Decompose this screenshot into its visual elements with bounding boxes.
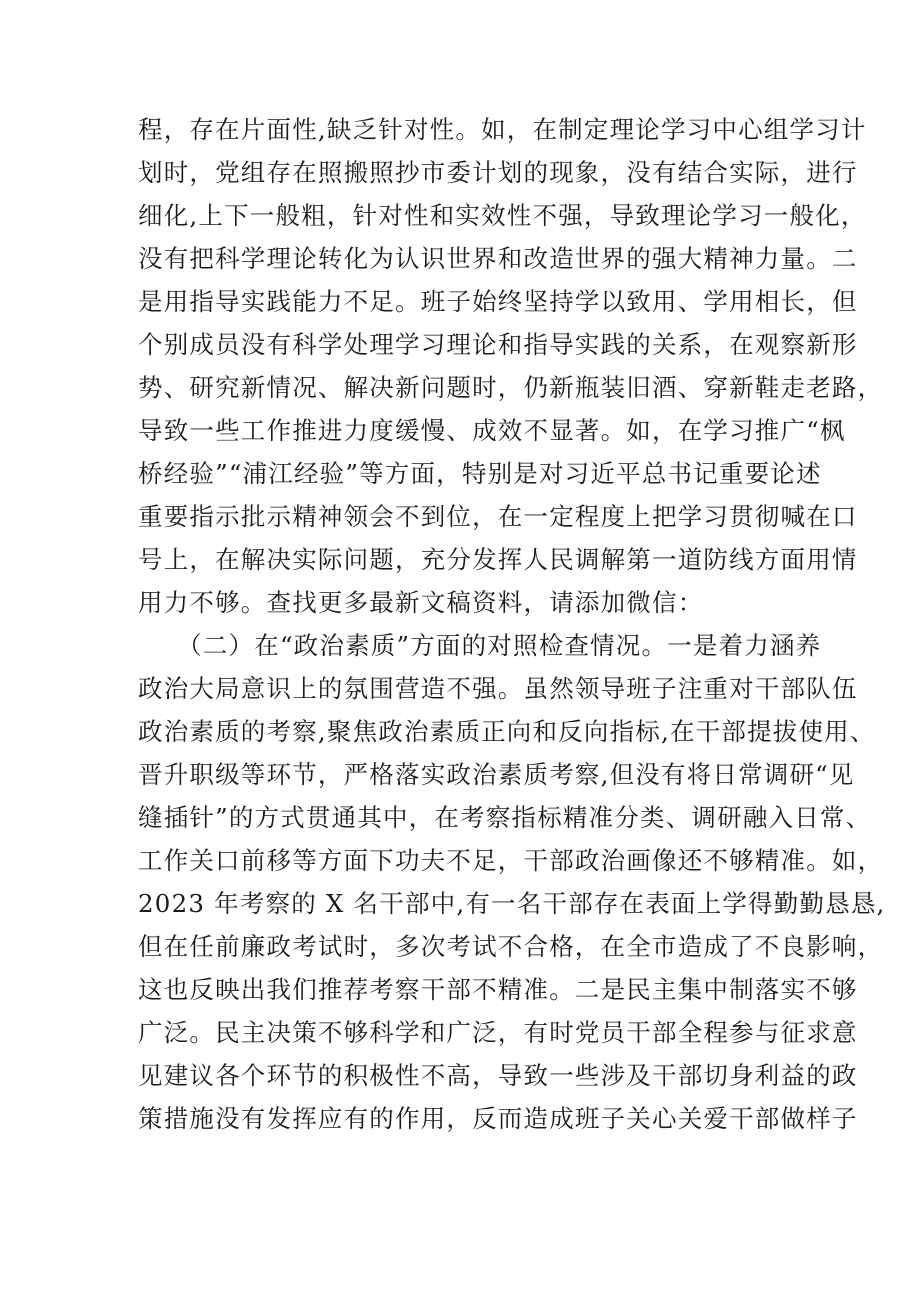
text-line: 策措施没有发挥应有的作用，反而造成班子关心关爱干部做样子 [138, 1104, 858, 1133]
text-line: （二）在“政治素质”方面的对照检查情况。一是着力涵养 [138, 631, 822, 660]
text-line: 划时，党组存在照搬照抄市委计划的现象，没有结合实际，进行 [138, 158, 858, 187]
text-line: 是用指导实践能力不足。班子始终坚持学以致用、学用相长，但 [138, 287, 858, 316]
text-line: 导致一些工作推进力度缓慢、成效不显著。如，在学习推广“枫 [138, 416, 846, 445]
text-line: 号上，在解决实际问题，充分发挥人民调解第一道防线方面用情 [138, 545, 858, 574]
text-line: 程，存在片面性,缺乏针对性。如，在制定理论学习中心组学习计 [138, 115, 867, 144]
text-line: 晋升职级等环节，严格落实政治素质考察,但没有将日常调研“见 [138, 760, 855, 789]
text-line: 2023 年考察的 X 名干部中,有一名干部存在表面上学得勤勤恳恳, [138, 889, 886, 918]
text-line: 这也反映出我们推荐考察干部不精准。二是民主集中制落实不够 [138, 975, 858, 1004]
text-line: 缝插针”的方式贯通其中，在考察指标精准分类、调研融入日常、 [138, 803, 872, 832]
text-line: 工作关口前移等方面下功夫不足，干部政治画像还不够精准。如， [138, 846, 884, 875]
text-line: 没有把科学理论转化为认识世界和改造世界的强大精神力量。二 [138, 244, 858, 273]
text-line: 但在任前廉政考试时，多次考试不合格，在全市造成了不良影响， [138, 932, 884, 961]
text-line: 桥经验”“浦江经验”等方面，特别是对习近平总书记重要论述 [138, 459, 822, 488]
text-line: 个别成员没有科学处理学习理论和指导实践的关系，在观察新形 [138, 330, 858, 359]
text-line: 势、研究新情况、解决新问题时，仍新瓶装旧酒、穿新鞋走老路， [138, 373, 884, 402]
text-line: 细化,上下一般粗，针对性和实效性不强，导致理论学习一般化， [138, 201, 867, 230]
text-line: 政治素质的考察,聚焦政治素质正向和反向指标,在干部提拔使用、 [138, 717, 876, 746]
text-line: 用力不够。查找更多最新文稿资料，请添加微信： [138, 588, 704, 617]
text-line: 重要指示批示精神领会不到位，在一定程度上把学习贯彻喊在口 [138, 502, 858, 531]
body-text [138, 108, 886, 1140]
text-line: 政治大局意识上的氛围营造不强。虽然领导班子注重对干部队伍 [138, 674, 858, 703]
text-line: 广泛。民主决策不够科学和广泛，有时党员干部全程参与征求意 [138, 1018, 858, 1047]
text-line: 见建议各个环节的积极性不高，导致一些涉及干部切身利益的政 [138, 1061, 858, 1090]
